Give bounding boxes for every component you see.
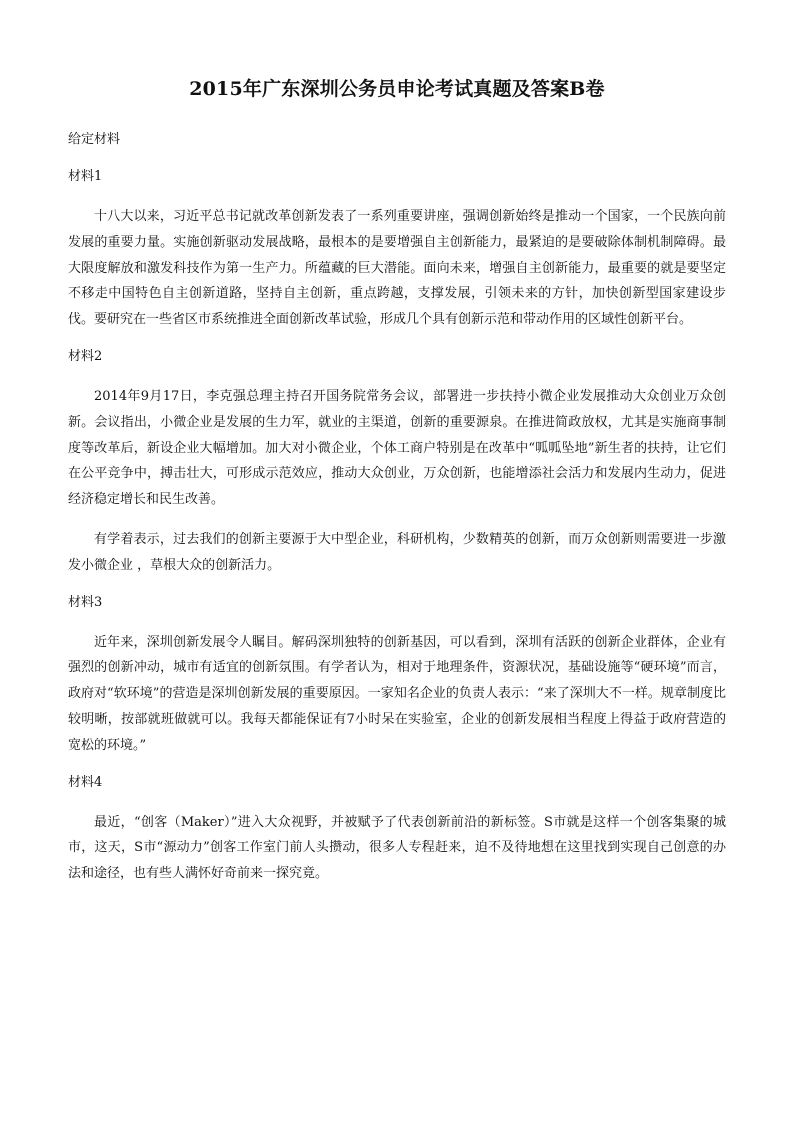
- material-paragraph: 有学着表示，过去我们的创新主要源于大中型企业，科研机构，少数精英的创新，而万众创新则需要进一步激发小微企业 ，草根大众的创新活力。: [68, 531, 726, 573]
- document-title: 2015年广东深圳公务员申论考试真题及答案B卷: [189, 78, 605, 100]
- material-label: 材料3: [68, 594, 103, 610]
- material-paragraph: 最近，“创客（Maker）”进入大众视野，并被赋予了代表创新前沿的新标签。S市就是这样一个创客集聚的城市，这天，S市“源动力”创客工作室门前人头攒动，很多人专程赶来，迫不及待地想在这里找到实现自己创意的办法和途径，也有些人满怀好奇前来一探究竟。: [68, 814, 726, 882]
- material-paragraph: 十八大以来，习近平总书记就改革创新发表了一系列重要讲座，强调创新始终是推动一个国家，一个民族向前发展的重要力量。实施创新驱动发展战略，最根本的是要增强自主创新能力，最紧迫的是要破除体制机制障碍。最大限度解放和激发科技作为第一生产力。所蕴藏的巨大潜能。面向未来，增强自主创新能力，最重要的就是要坚定不移走中国特色自主创新道路，坚持自主创新，重点跨越，支撑发展，引领未来的方针，加快创新型国家建设步伐。要研究在一些省区市系统推进全面创新改革试验，形成几个具有创新示范和带动作用的区域性创新平台。: [68, 209, 726, 328]
- material-label: 材料2: [68, 348, 103, 364]
- section-label: 给定材料: [68, 132, 121, 147]
- material-label: 材料4: [68, 774, 103, 790]
- material-label: 材料1: [68, 169, 103, 184]
- material-paragraph: 近年来，深圳创新发展令人瞩目。解码深圳独特的创新基因，可以看到，深圳有活跃的创新企业群体，企业有强烈的创新冲动，城市有适宜的创新氛围。有学者认为，相对于地理条件，资源状况，基础设施等“硬环境”而言，政府对“软环境”的营造是深圳创新发展的重要原因。一家知名企业的负责人表示：“来了深圳大不一样。规章制度比较明晰，按部就班做就可以。我每天都能保证有7小时呆在实验室，企业的创新发展相当程度上得益于政府营造的宽松的环境。”: [68, 634, 726, 753]
- material-paragraph: 2014年9月17日，李克强总理主持召开国务院常务会议，部署进一步扶持小微企业发展推动大众创业万众创新。会议指出，小微企业是发展的生力军，就业的主渠道，创新的重要源泉。在推进简政放权，尤其是实施商事制度等改革后，新设企业大幅增加。加大对小微企业，个体工商户特别是在改革中“呱呱坠地”新生者的扶持，让它们在公平竞争中，搏击壮大，可形成示范效应，推动大众创业，万众创新，也能增添社会活力和发展内生动力，促进经济稳定增长和民生改善。: [68, 388, 726, 508]
